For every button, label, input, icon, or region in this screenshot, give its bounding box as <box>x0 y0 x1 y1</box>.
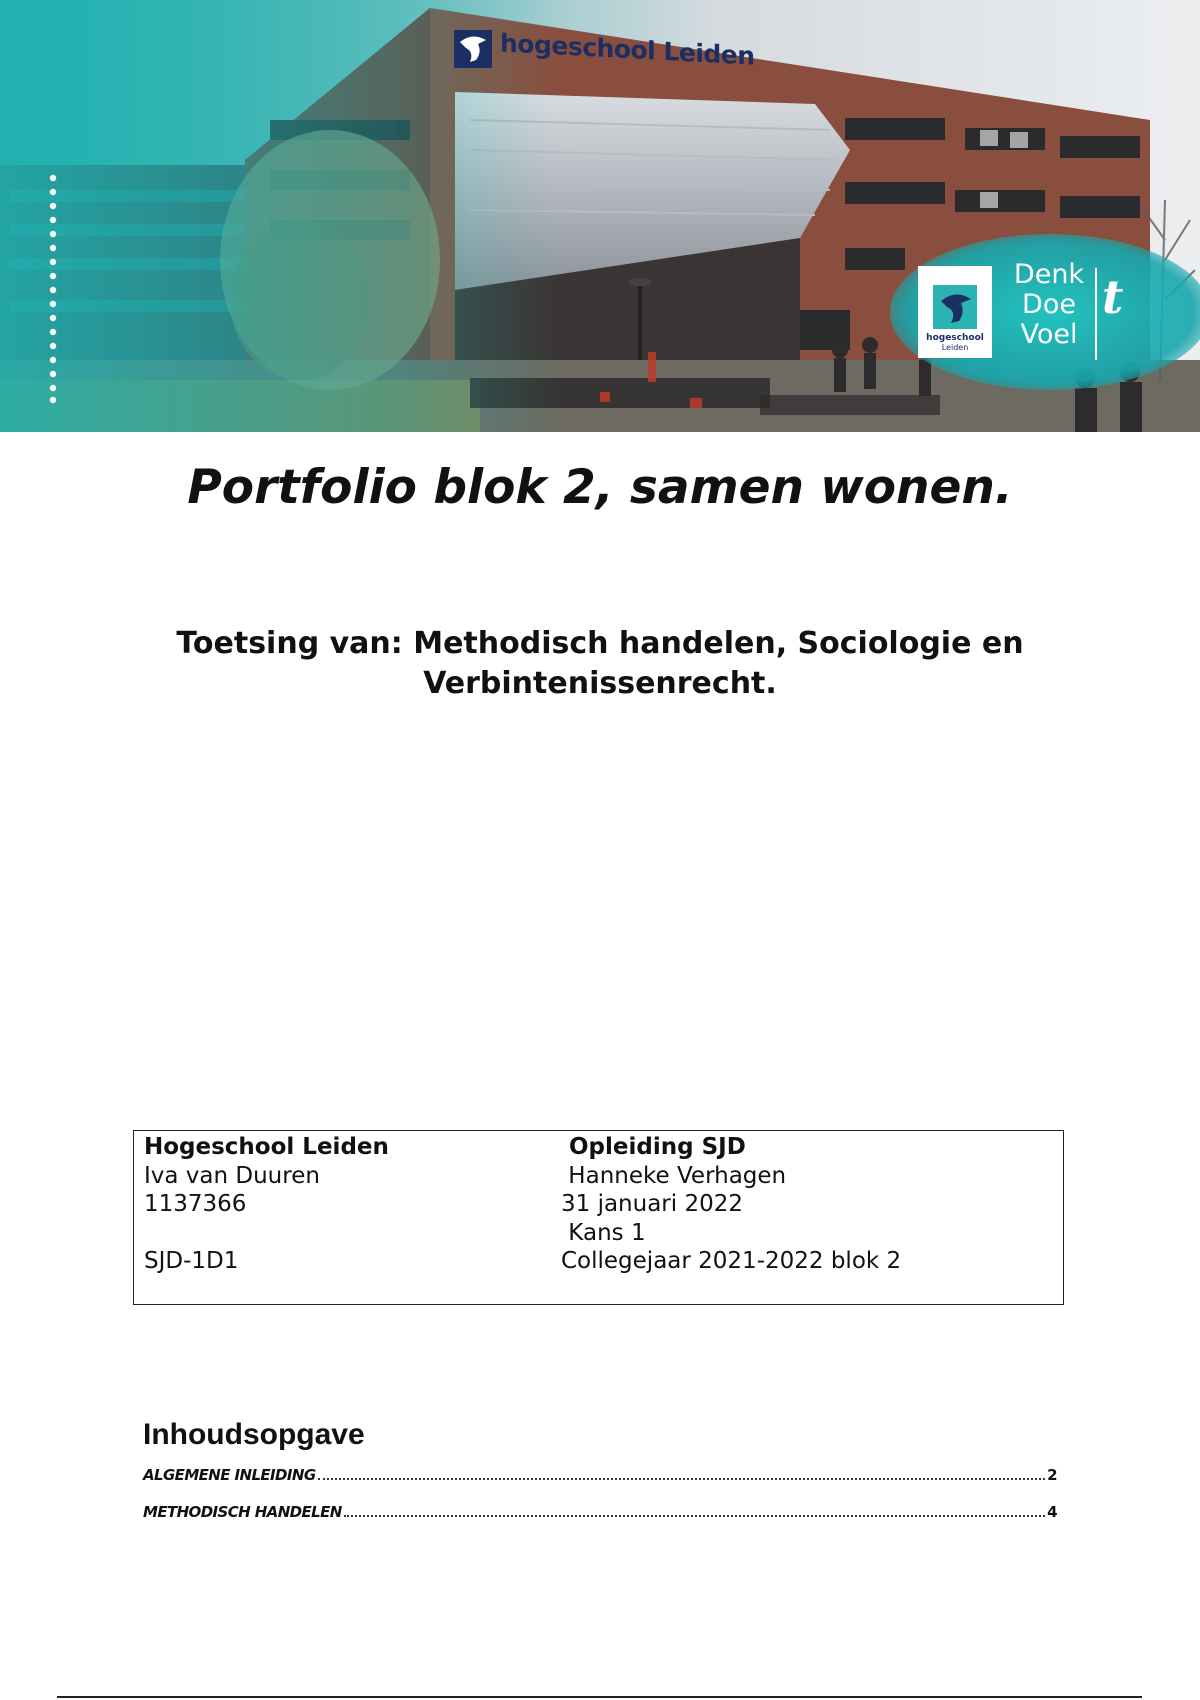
student-name: Iva van Duuren <box>144 1162 320 1189</box>
badge-org-city: Leiden <box>941 343 969 352</box>
document-title: Portfolio blok 2, samen wonen. <box>187 460 1013 515</box>
footer-divider <box>57 1696 1142 1698</box>
institution-name: Hogeschool Leiden <box>144 1134 389 1160</box>
teacher-name: Hanneke Verhagen <box>561 1162 787 1189</box>
toc-entry-label: ALGEMENE INLEIDING <box>143 1466 316 1484</box>
badge-org-name: hogeschool <box>926 333 984 343</box>
badge-logo-card <box>918 266 992 358</box>
toc-entry-page: 2 <box>1047 1466 1057 1484</box>
academic-year: Collegejaar 2021-2022 blok 2 <box>561 1248 902 1274</box>
slogan-word: Voel <box>1020 319 1078 350</box>
building-logo-sign <box>452 24 755 74</box>
program-name: Opleiding SJD <box>561 1134 746 1160</box>
toc-entry-label: METHODISCH HANDELEN <box>143 1503 342 1521</box>
toc-heading: Inhoudsopgave <box>143 1418 365 1451</box>
info-left-column <box>144 1133 389 1276</box>
slogan-divider <box>1095 268 1097 360</box>
header-banner-image <box>0 0 1200 432</box>
toc-entry[interactable] <box>143 1466 1057 1488</box>
toc-dot-leader <box>344 1515 1045 1517</box>
student-number: 1137366 <box>144 1191 247 1217</box>
slogan-badge <box>912 246 1172 374</box>
toc-entry-page: 4 <box>1047 1503 1057 1521</box>
attempt-number: Kans 1 <box>561 1219 646 1246</box>
hogeschool-leiden-logo-icon <box>452 28 494 70</box>
building-sign-text: hogeschool Leiden <box>500 27 755 71</box>
empty-line <box>144 1219 389 1248</box>
document-subtitle: Toetsing van: Methodisch handelen, Sociologie en Verbintenissenrecht. <box>176 626 1024 701</box>
badge-logo-icon <box>933 285 977 329</box>
class-code: SJD-1D1 <box>144 1248 239 1274</box>
slogan-word: Doe <box>1022 289 1076 320</box>
toc-entry[interactable] <box>143 1503 1057 1525</box>
info-right-column <box>561 1133 901 1276</box>
student-info-box <box>133 1130 1064 1305</box>
slogan-mark: t <box>1102 270 1124 324</box>
submission-date: 31 januari 2022 <box>561 1191 744 1217</box>
slogan-text <box>1004 260 1094 350</box>
slogan-word: Denk <box>1013 259 1085 290</box>
toc-dot-leader <box>318 1478 1046 1480</box>
